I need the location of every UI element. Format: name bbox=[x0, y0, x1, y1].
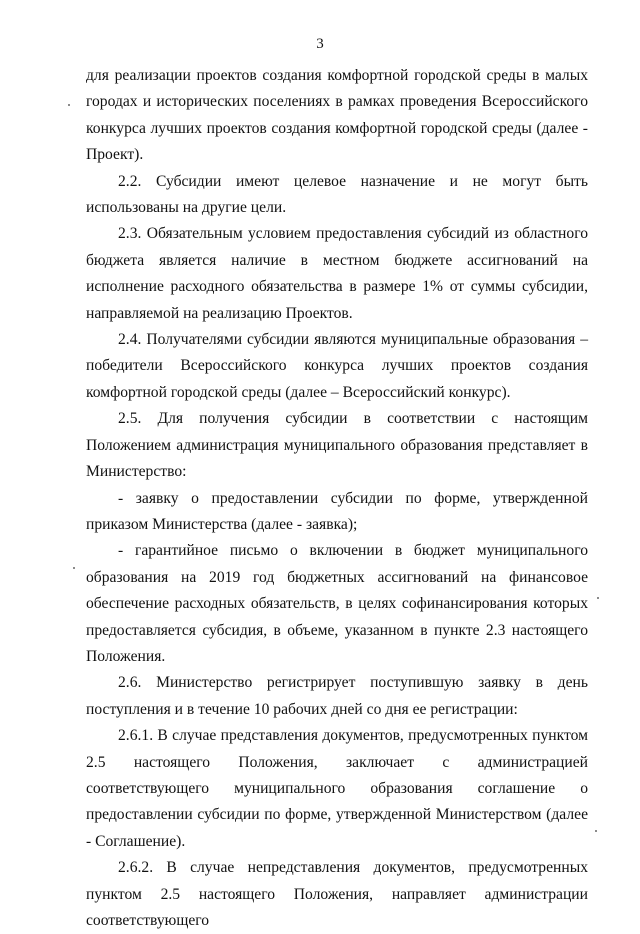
scan-speck bbox=[73, 567, 75, 569]
paragraph-2-6-1: 2.6.1. В случае представления документов, предусмотренных пунктом 2.5 настоящего Положения, заключает с администрацией соответствующего муниципального образования соглашение о предоставлении субсидии по форме, утвержденной Министерством (далее - Соглашение). bbox=[86, 727, 588, 850]
paragraph-2-3: 2.3. Обязательным условием предоставления субсидий из областного бюджета является наличие в местном бюджете ассигнований на исполнение расходного обязательства в размере 1% от суммы субсидии, направляемой на реализацию Проектов. bbox=[86, 225, 588, 322]
paragraph-2-4: 2.4. Получателями субсидии являются муниципальные образования – победители Всероссийского конкурса лучших проектов создания комфортной городской среды (далее – Всероссийский конкурс). bbox=[86, 331, 588, 401]
list-item-guarantee-letter: - гарантийное письмо о включении в бюджет муниципального образования на 2019 год бюджетных ассигнований на финансовое обеспечение расходных обязательств, в целях софинансирования которых предоставляется субсидия, в объеме, указанном в пункте 2.3 настоящего Положения. bbox=[86, 542, 588, 665]
paragraph-2-6-2: 2.6.2. В случае непредставления документов, предусмотренных пунктом 2.5 настоящего Положения, направляет администрации соответствующего bbox=[86, 859, 588, 929]
scan-speck bbox=[595, 830, 597, 832]
list-item-application: - заявку о предоставлении субсидии по форме, утвержденной приказом Министерства (далее - заявка); bbox=[86, 489, 588, 533]
page-number: 3 bbox=[316, 36, 324, 52]
scan-speck bbox=[597, 597, 599, 599]
paragraph-2-2: 2.2. Субсидии имеют целевое назначение и не могут быть использованы на другие цели. bbox=[86, 172, 588, 217]
paragraph-2-5: 2.5. Для получения субсидии в соответствии с настоящим Положением администрация муниципального образования представляет в Министерство: bbox=[86, 410, 588, 481]
document-body bbox=[86, 63, 588, 934]
scan-speck bbox=[68, 104, 70, 106]
paragraph-continuation: для реализации проектов создания комфортной городской среды в малых городах и исторических поселениях в рамках проведения Всероссийского конкурса лучших проектов создания комфортной городской среды (далее - Проект). bbox=[86, 67, 588, 164]
paragraph-2-6: 2.6. Министерство регистрирует поступившую заявку в день поступления и в течение 10 рабочих дней со дня ее регистрации: bbox=[86, 674, 588, 718]
